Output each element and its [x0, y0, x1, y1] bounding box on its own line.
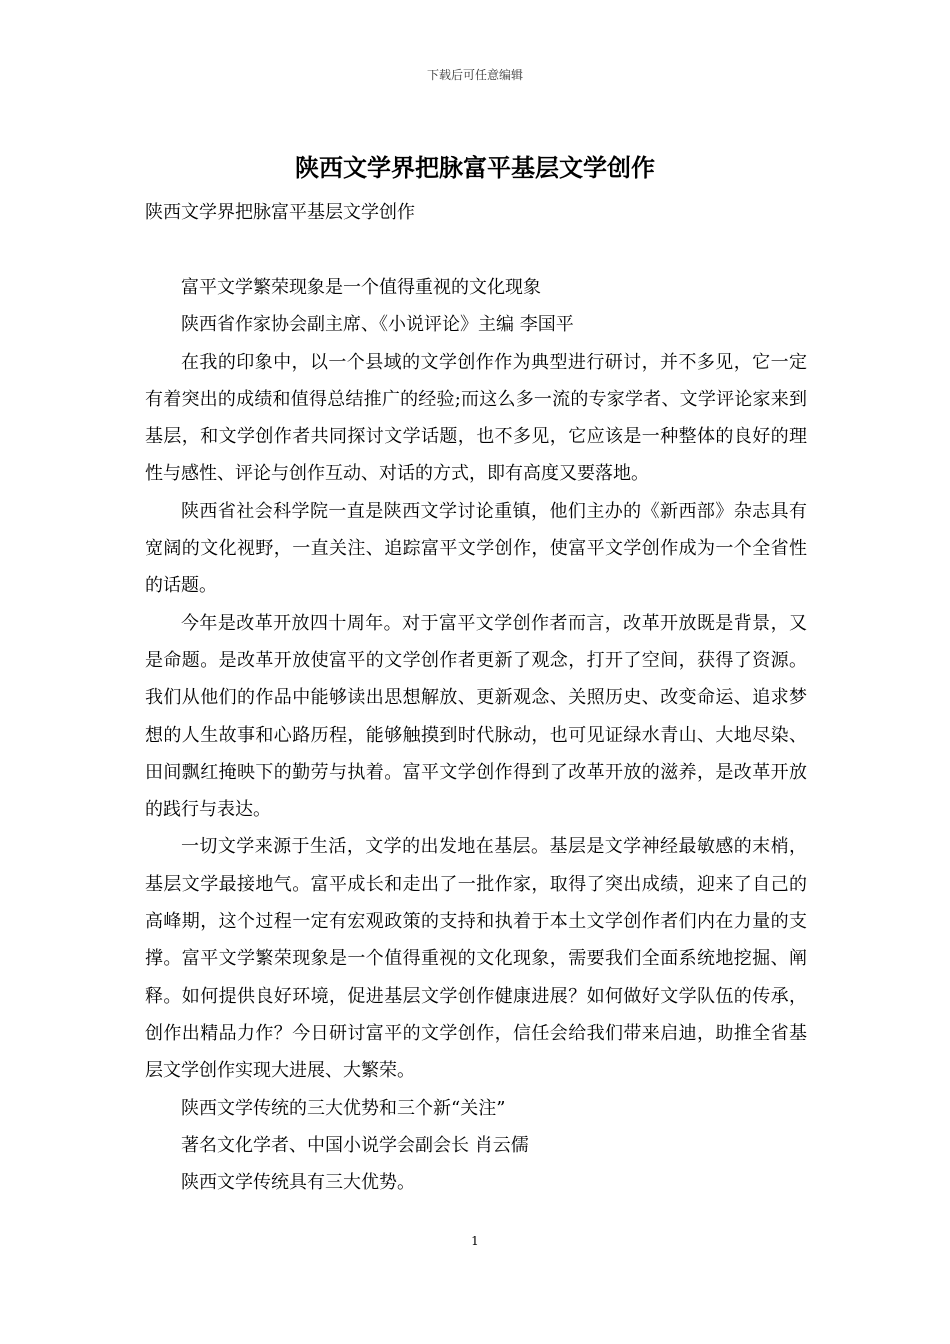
body-paragraph: 陕西省社会科学院一直是陕西文学讨论重镇，他们主办的《新西部》杂志具有宽阔的文化视野，一直关注、追踪富平文学创作，使富平文学创作成为一个全省性的话题。	[145, 500, 807, 597]
section-heading-1: 富平文学繁荣现象是一个值得重视的文化现象	[181, 277, 541, 298]
page-number: 1	[471, 1234, 479, 1248]
section-heading-2: 陕西文学传统的三大优势和三个新“关注”	[181, 1097, 506, 1119]
author-line-1: 陕西省作家协会副主席、《小说评论》主编 李国平	[181, 314, 574, 336]
body-paragraph: 一切文学来源于生活，文学的出发地在基层。基层是文学神经最敏感的末梢，基层文学最接地气。富平成长和走出了一批作家，取得了突出成绩，迎来了自己的高峰期，这个过程一定有宏观政策的支持和执着于本土文学创作者们内在力量的支撑。富平文学繁荣现象是一个值得重视的文化现象，需要我们全面系统地挖掘、阐释。如何提供良好环境，促进基层文学创作健康进展？如何做好文学队伍的传承，创作出精品力作？今日研讨富平的文学创作，信任会给我们带来启迪，助推全省基层文学创作实现大进展、大繁荣。	[145, 836, 807, 1082]
body-paragraph: 今年是改革开放四十周年。对于富平文学创作者而言，改革开放既是背景，又是命题。是改革开放使富平的文学创作者更新了观念，打开了空间，获得了资源。我们从他们的作品中能够读出思想解放、更新观念、关照历史、改变命运、追求梦想的人生故事和心路历程，能够触摸到时代脉动，也可见证绿水青山、大地尽染、田间飘红掩映下的勤劳与执着。富平文学创作得到了改革开放的滋养，是改革开放的践行与表达。	[145, 612, 807, 821]
body-paragraph: 在我的印象中，以一个县域的文学创作作为典型进行研讨，并不多见，它一定有着突出的成绩和值得总结推广的经验;而这么多一流的专家学者、文学评论家来到基层，和文学创作者共同探讨文学话题，也不多见，它应该是一种整体的良好的理性与感性、评论与创作互动、对话的方式，即有高度又要落地。	[145, 351, 807, 485]
author-line-2: 著名文化学者、中国小说学会副会长 肖云儒	[181, 1134, 529, 1156]
document-body	[145, 269, 807, 1201]
document-title: 陕西文学界把脉富平基层文学创作	[295, 153, 655, 182]
body-paragraph: 陕西文学传统具有三大优势。	[181, 1172, 415, 1194]
page-header-note: 下载后可任意编辑	[426, 68, 523, 82]
document-subtitle: 陕西文学界把脉富平基层文学创作	[145, 202, 415, 223]
